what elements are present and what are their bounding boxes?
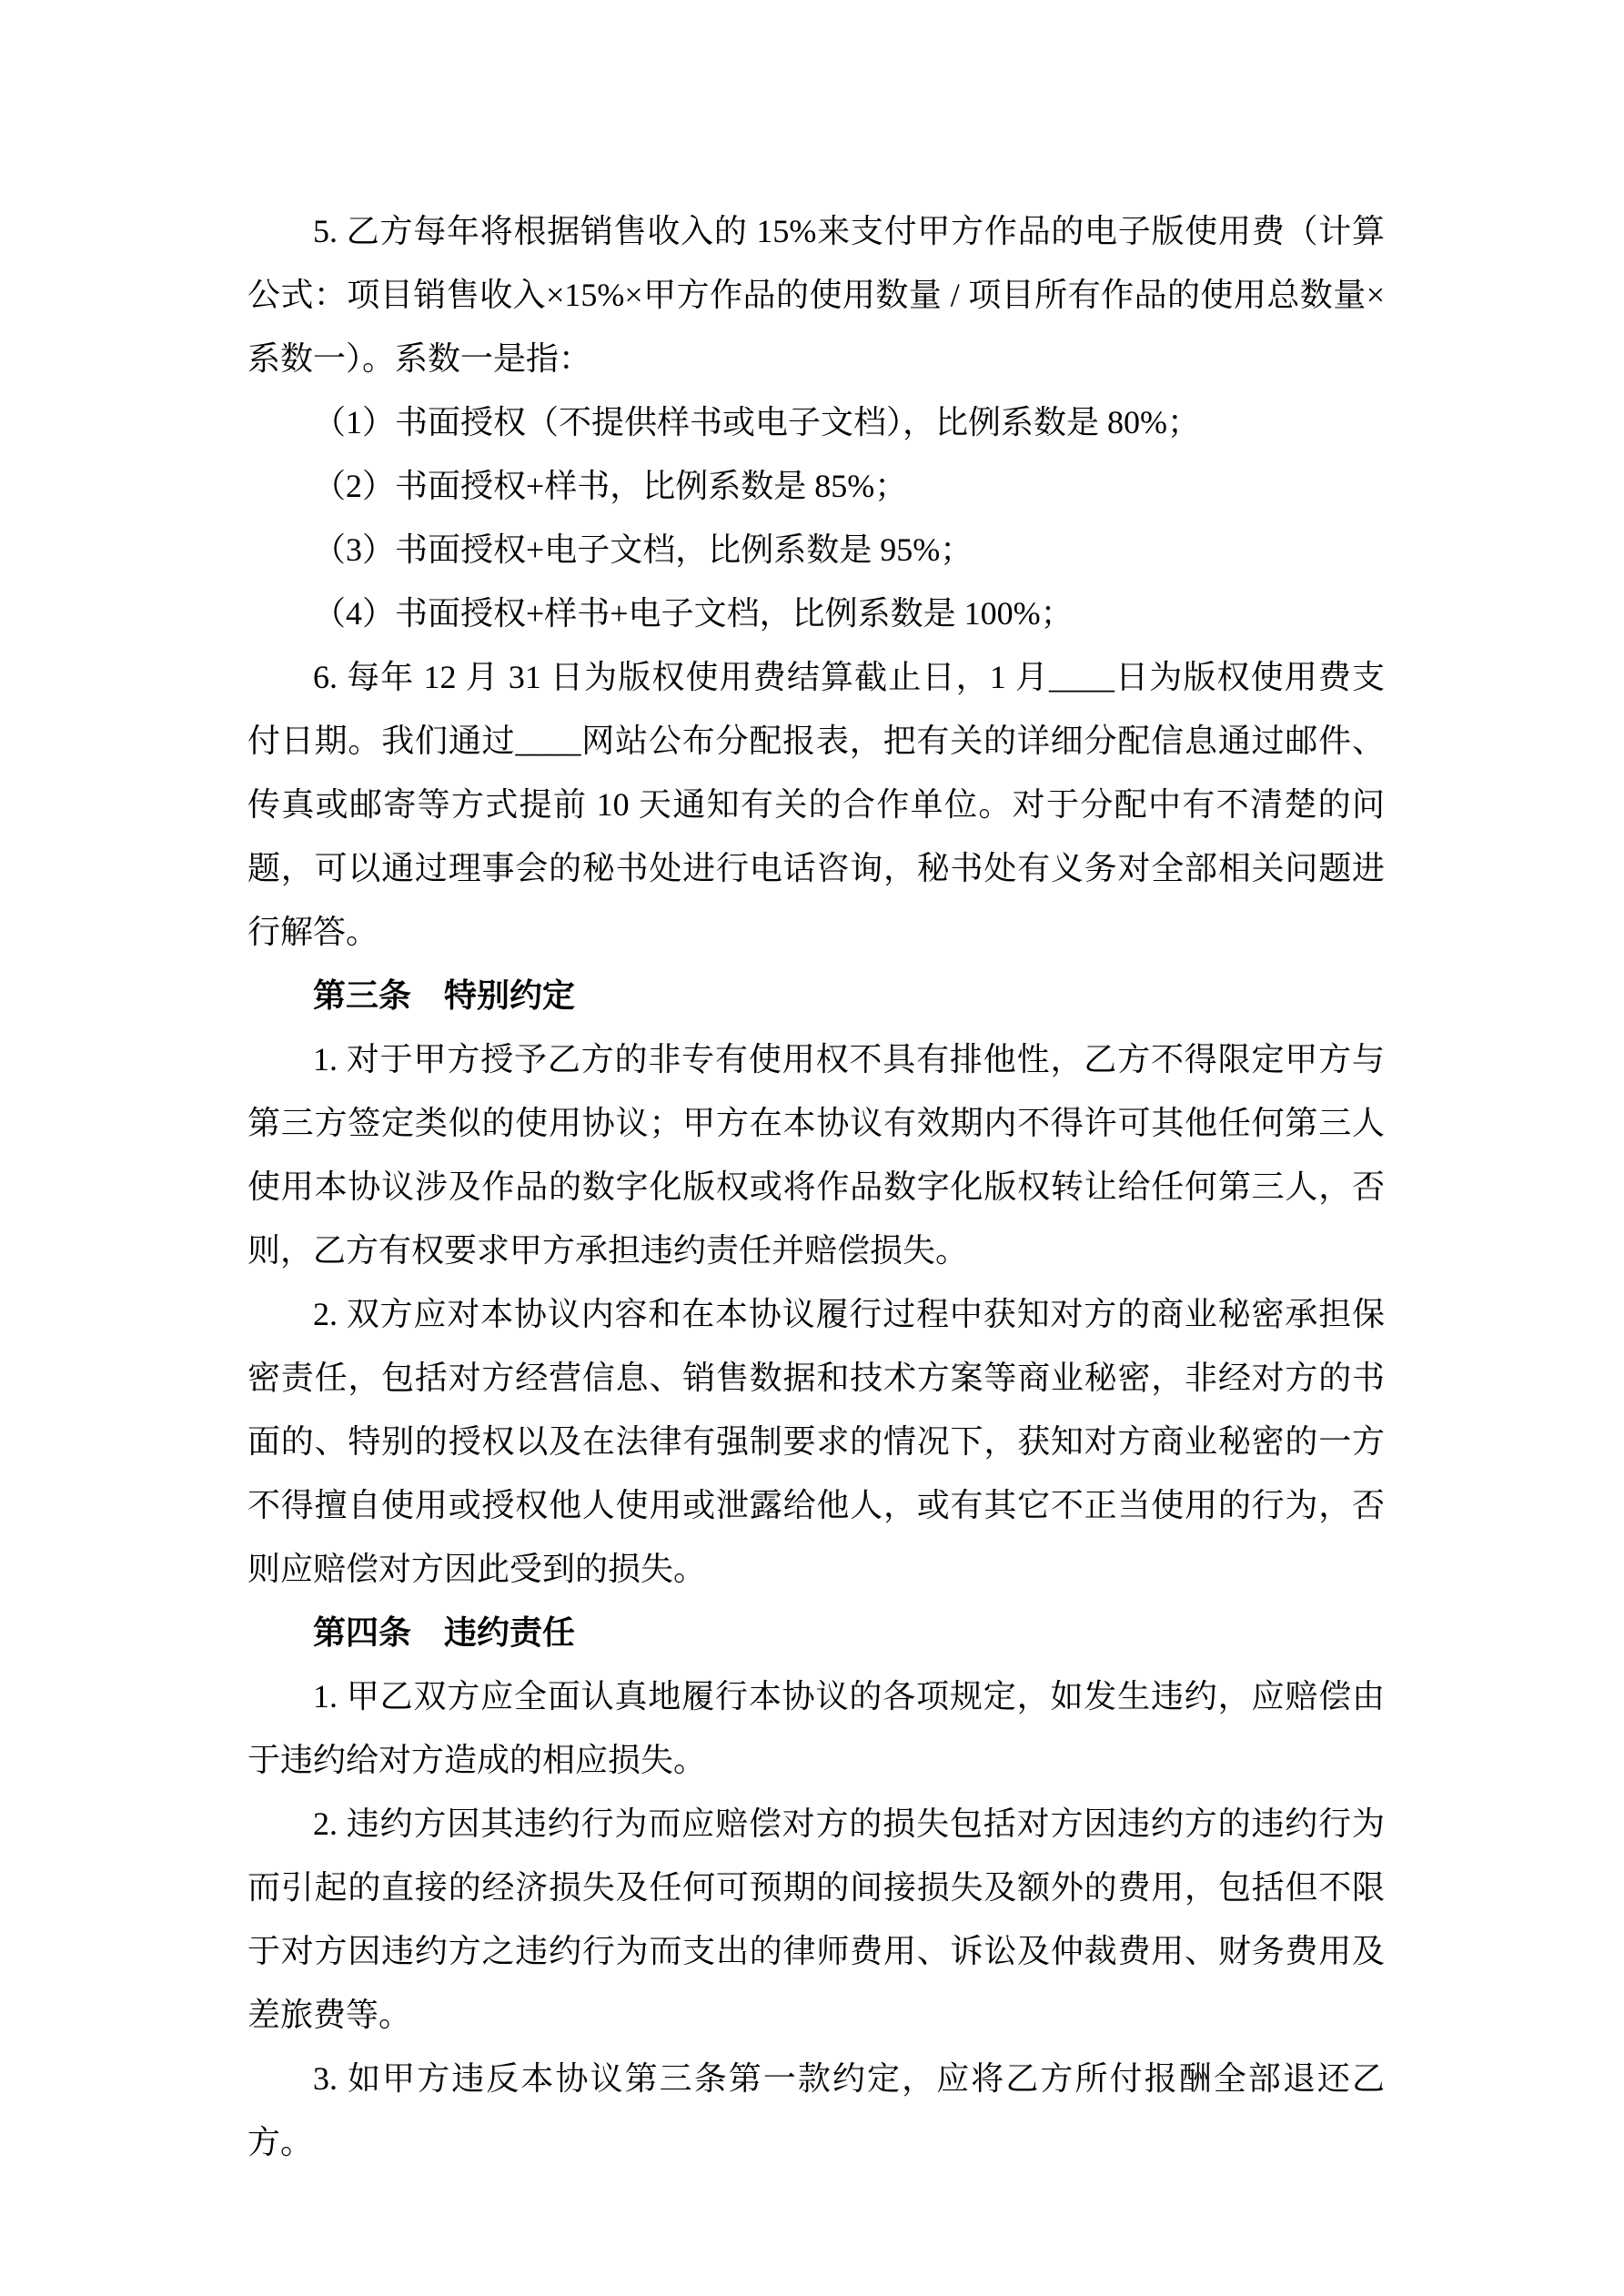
coefficient-list-item: （2）书面授权+样书，比例系数是 85%； [313,468,908,504]
contract-paragraph: 2. 双方应对本协议内容和在本协议履行过程中获知对方的商业秘密承担保密责任，包括对方经营信息、销售数据和技术方案等商业秘密，非经对方的书面的、特别的授权以及在法律有强制要求的情况下，获知对方商业秘密的一方不得擅自使用或授权他人使用或泄露给他人，或有其它不正当使用的行为，否则应赔偿对方因此受到的损失。 [247,1296,1385,1587]
coefficient-list-item: （3）书面授权+电子文档，比例系数是 95%； [313,531,973,568]
coefficient-list-item: （1）书面授权（不提供样书或电子文档），比例系数是 80%； [313,404,1200,440]
contract-paragraph: 1. 对于甲方授予乙方的非专有使用权不具有排他性，乙方不得限定甲方与第三方签定类似的使用协议；甲方在本协议有效期内不得许可其他任何第三人使用本协议涉及作品的数字化版权或将作品数字化版权转让给任何第三人，否则，乙方有权要求甲方承担违约责任并赔偿损失。 [247,1041,1385,1269]
contract-paragraph: 1. 甲乙双方应全面认真地履行本协议的各项规定，如发生违约，应赔偿由于违约给对方造成的相应损失。 [247,1678,1385,1778]
section-heading: 第四条 违约责任 [313,1613,576,1651]
contract-paragraph: 6. 每年 12 月 31 日为版权使用费结算截止日，1 月____日为版权使用费支付日期。我们通过____网站公布分配报表，把有关的详细分配信息通过邮件、传真或邮寄等方式提前 10 天通知有关的合作单位。对于分配中有不清楚的问题，可以通过理事会的秘书处进行电话咨询，秘书处有义务对全部相关问题进行解答。 [247,659,1385,950]
coefficient-list-item: （4）书面授权+样书+电子文档，比例系数是 100%； [313,595,1074,632]
contract-body [247,199,1385,2174]
contract-paragraph: 5. 乙方每年将根据销售收入的 15%来支付甲方作品的电子版使用费（计算公式：项目销售收入×15%×甲方作品的使用数量 / 项目所有作品的使用总数量×系数一）。系数一是指： [247,213,1385,377]
contract-paragraph: 2. 违约方因其违约行为而应赔偿对方的损失包括对方因违约方的违约行为而引起的直接的经济损失及任何可预期的间接损失及额外的费用，包括但不限于对方因违约方之违约行为而支出的律师费用、诉讼及仲裁费用、财务费用及差旅费等。 [247,1805,1385,2033]
contract-paragraph: 3. 如甲方违反本协议第三条第一款约定，应将乙方所付报酬全部退还乙方。 [247,2060,1385,2160]
section-heading: 第三条 特别约定 [313,976,576,1014]
